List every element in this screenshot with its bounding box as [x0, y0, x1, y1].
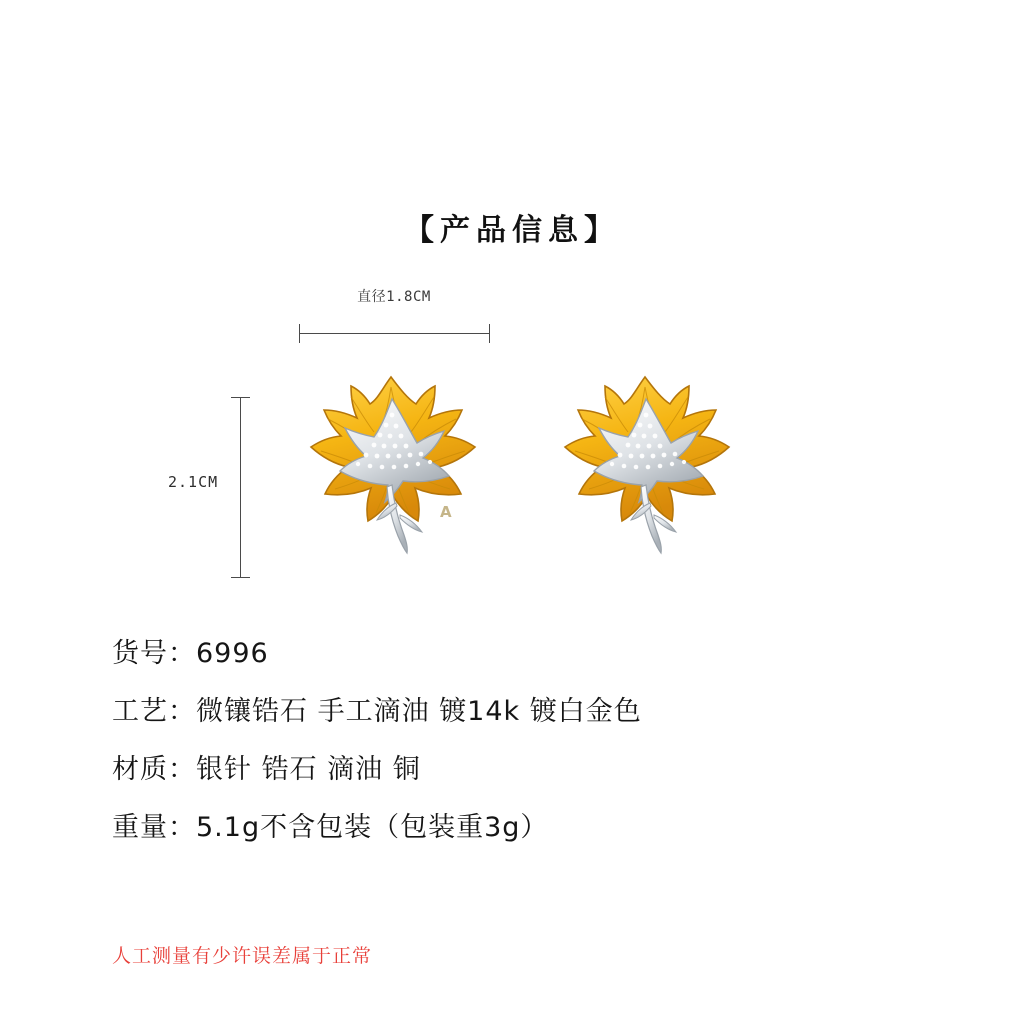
width-dimension-cap-right: [489, 324, 490, 343]
spec-item-weight: 重量：5.1g不含包装（包装重3g）: [112, 812, 549, 843]
width-dimension-line: [299, 333, 490, 334]
spec-item-material: 材质：银针 锆石 滴油 铜: [112, 754, 421, 785]
width-dimension-cap-left: [299, 324, 300, 343]
maple-leaf-earring-left: [288, 363, 498, 573]
spec-item-code: 货号：6996: [112, 638, 269, 669]
height-dimension-cap-bottom: [231, 577, 250, 578]
maple-leaf-earring-right: [542, 363, 752, 573]
photo-watermark: A: [440, 503, 452, 521]
measurement-disclaimer: 人工测量有少许误差属于正常: [112, 945, 373, 967]
height-dimension-line: [240, 397, 241, 578]
product-photo: [280, 355, 770, 585]
page-title: 【产品信息】: [404, 213, 620, 248]
width-dimension-label: 直径1.8CM: [357, 289, 431, 305]
spec-list: [112, 640, 932, 872]
height-dimension-cap-top: [231, 397, 250, 398]
spec-item-craft: 工艺：微镶锆石 手工滴油 镀14k 镀白金色: [112, 696, 642, 727]
height-dimension-label: 2.1CM: [168, 473, 219, 491]
